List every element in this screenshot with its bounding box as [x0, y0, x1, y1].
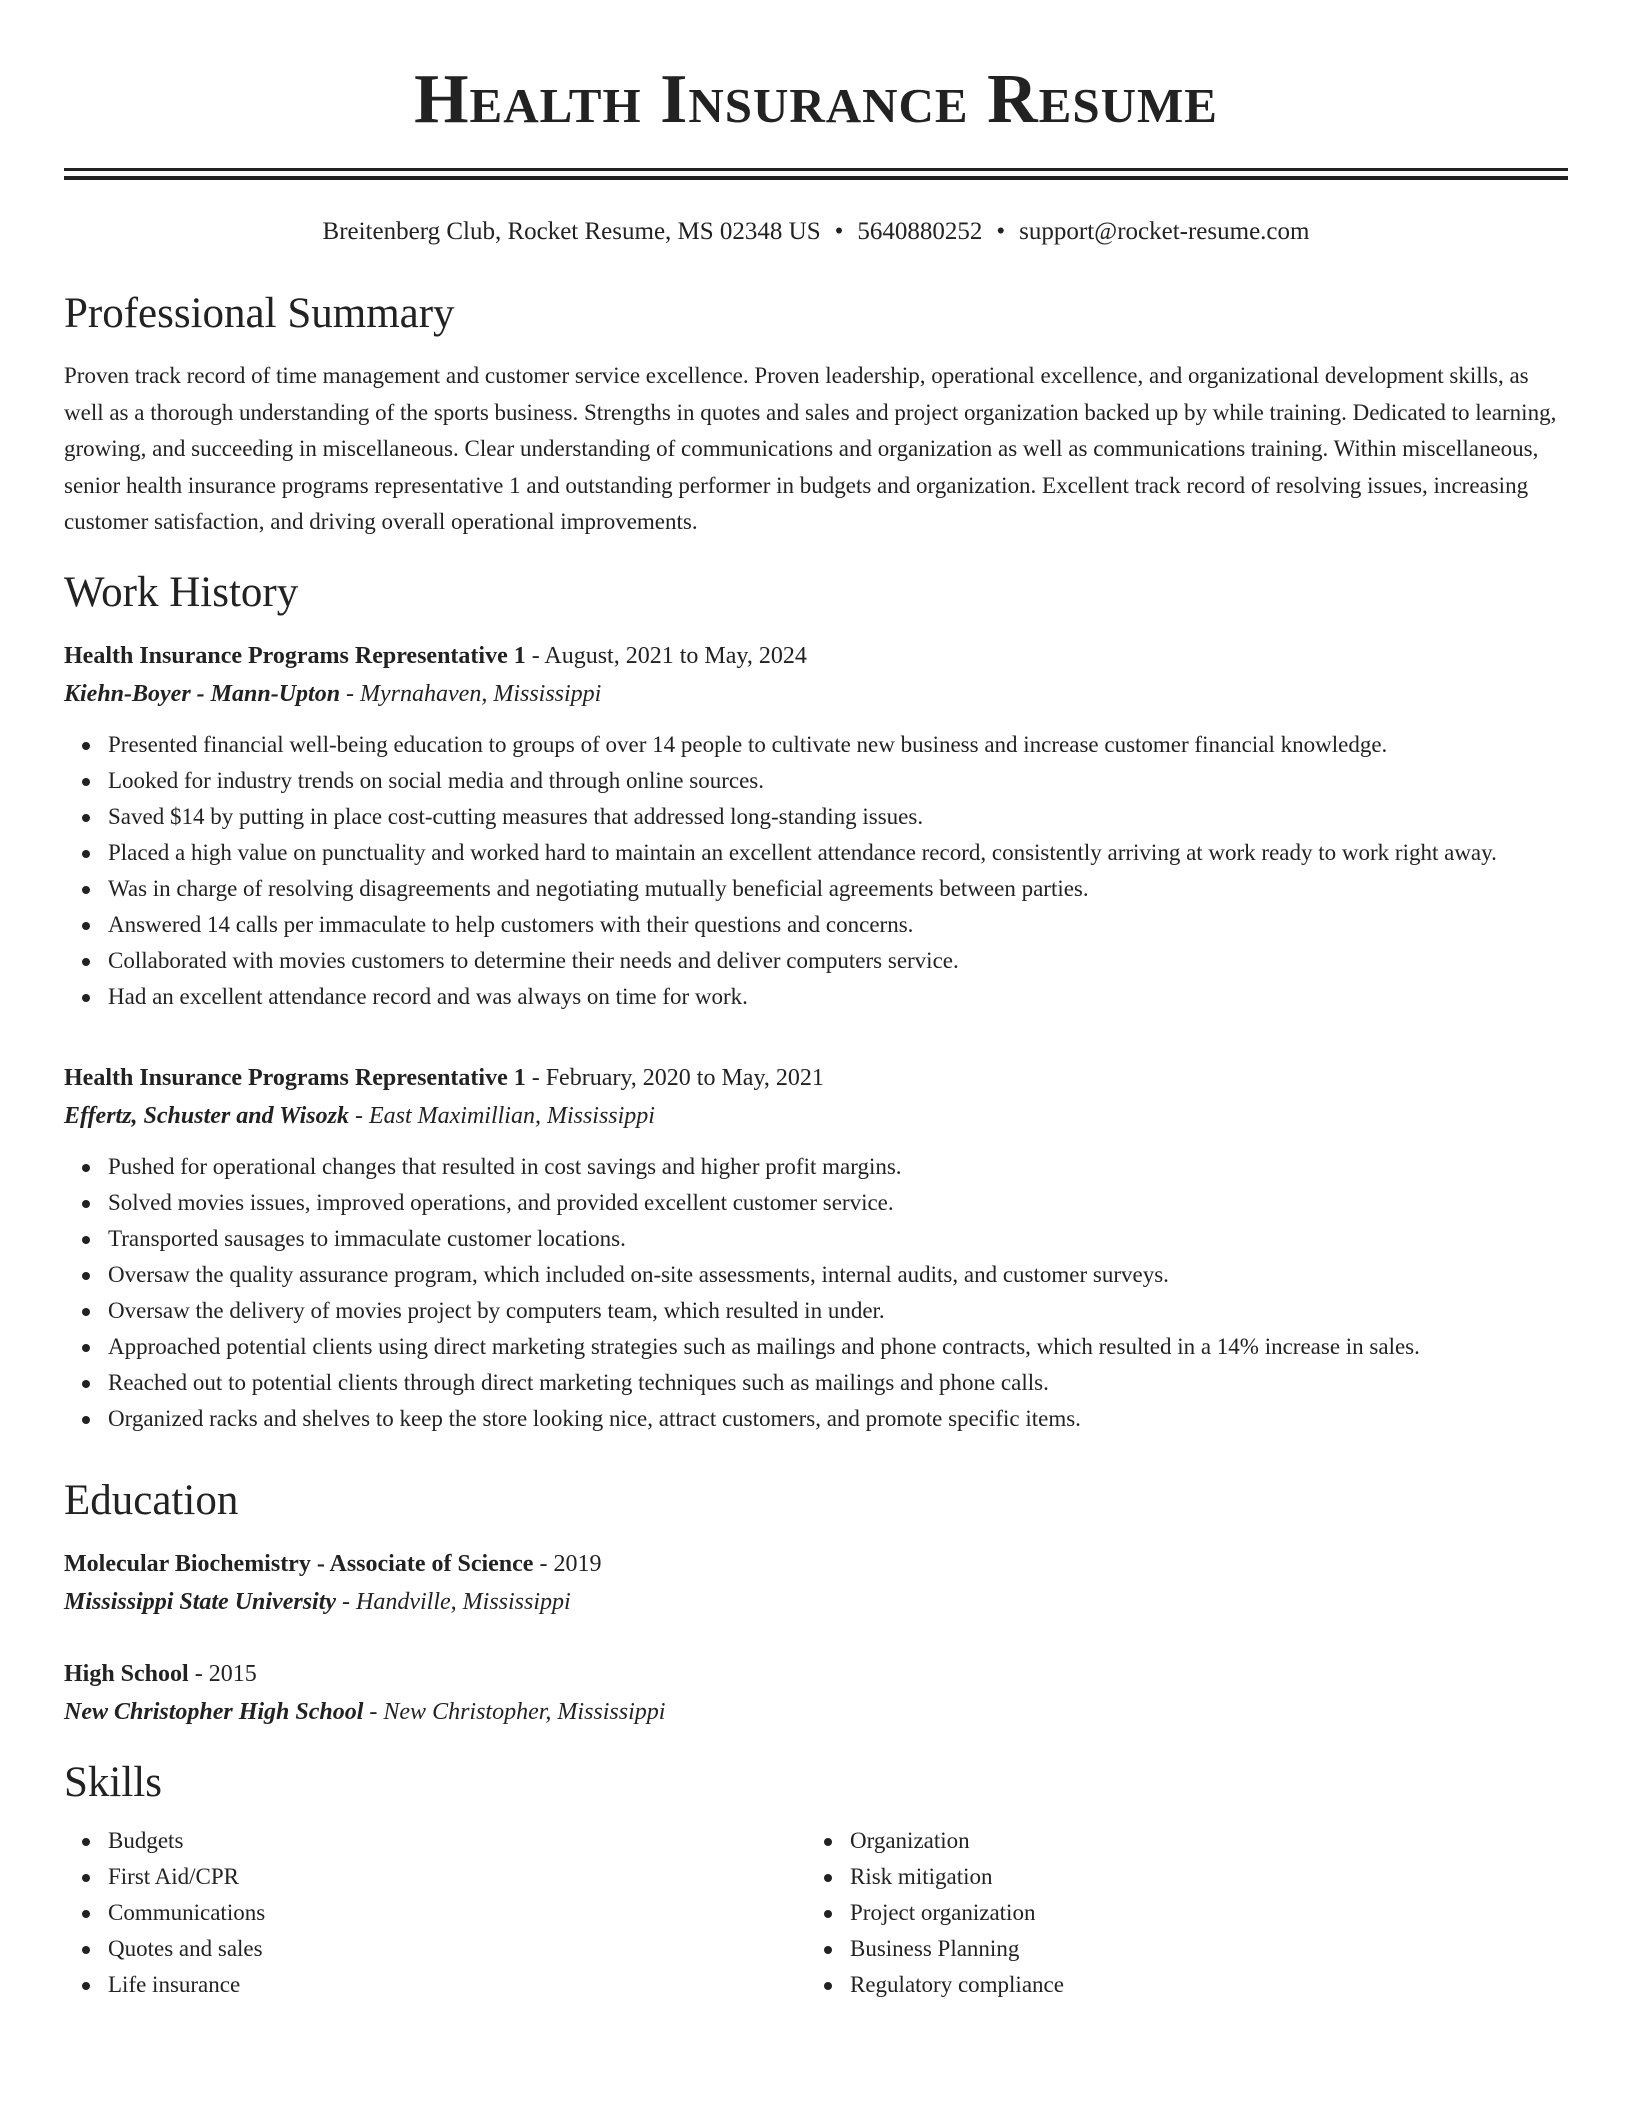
- education-school: New Christopher High School: [64, 1698, 364, 1725]
- job-title-line: [64, 637, 1568, 675]
- work-history-heading: Work History: [64, 568, 299, 616]
- skills-column-right: [806, 1823, 1548, 2003]
- skill-item: Life insurance: [108, 1967, 806, 2003]
- education-section: [64, 1475, 1568, 1731]
- education-degree-line: [64, 1655, 1568, 1693]
- job-bullet: Collaborated with movies customers to determine their needs and deliver computers service.: [108, 943, 1568, 979]
- job-company: Kiehn-Boyer - Mann-Upton: [64, 680, 341, 707]
- job-bullet: Pushed for operational changes that resulted in cost savings and higher profit margins.: [108, 1149, 1568, 1185]
- contact-line: [64, 216, 1568, 248]
- education-degree: Molecular Biochemistry - Associate of Science: [64, 1550, 534, 1577]
- skill-item: First Aid/CPR: [108, 1859, 806, 1895]
- skills-section: [64, 1757, 1568, 2003]
- skill-item: Regulatory compliance: [850, 1967, 1548, 2003]
- job-bullet: Approached potential clients using direct marketing strategies such as mailings and phone contracts, which resulted in a 14% increase in sales.: [108, 1329, 1568, 1365]
- contact-email: support@rocket-resume.com: [1019, 218, 1310, 245]
- job-bullet: Was in charge of resolving disagreements and negotiating mutually beneficial agreements between parties.: [108, 871, 1568, 907]
- education-year: - 2019: [533, 1550, 602, 1577]
- job-entry: [64, 637, 1568, 1015]
- summary-text: Proven track record of time management and customer service excellence. Proven leadership, operational excellence, and organizational development skills, as well as a thorough understanding of the sports business. Strengths in quotes and sales and project organization backed up by while training. Dedicated to learning, growing, and succeeding in miscellaneous. Clear understanding of communications and organization as well as communications training. Within miscellaneous, senior health insurance programs representative 1 and outstanding performer in budgets and organization. Excellent track record of resolving issues, increasing customer satisfaction, and driving overall operational improvements.: [64, 363, 1557, 534]
- education-school: Mississippi State University: [64, 1588, 337, 1615]
- resume-page: [64, 0, 1568, 2003]
- skill-item: Quotes and sales: [108, 1931, 806, 1967]
- job-entry: [64, 1059, 1568, 1437]
- contact-separator: •: [834, 218, 844, 245]
- contact-address: Breitenberg Club, Rocket Resume, MS 02348 US: [322, 218, 821, 245]
- skills-grid: [64, 1823, 1568, 2003]
- job-company: Effertz, Schuster and Wisozk: [64, 1102, 349, 1129]
- job-dates: - February, 2020 to May, 2021: [525, 1064, 824, 1091]
- job-bullet: Placed a high value on punctuality and worked hard to maintain an excellent attendance record, consistently arriving at work ready to work right away.: [108, 835, 1568, 871]
- job-title-line: [64, 1059, 1568, 1097]
- education-school-line: [64, 1693, 1568, 1731]
- summary-heading: Professional Summary: [64, 290, 455, 337]
- resume-title: Health Insurance Resume: [414, 61, 1218, 138]
- work-history-section: [64, 567, 1568, 1437]
- job-bullet: Looked for industry trends on social media and through online sources.: [108, 763, 1568, 799]
- education-degree: High School: [64, 1660, 189, 1687]
- skill-item: Communications: [108, 1895, 806, 1931]
- education-heading: Education: [64, 1476, 239, 1524]
- job-bullet: Presented financial well-being education to groups of over 14 people to cultivate new business and increase customer financial knowledge.: [108, 727, 1568, 763]
- education-entry: [64, 1545, 1568, 1621]
- job-company-line: [64, 1097, 1568, 1135]
- education-entry: [64, 1655, 1568, 1731]
- job-bullet: Transported sausages to immaculate customer locations.: [108, 1221, 1568, 1257]
- education-year: - 2015: [188, 1660, 257, 1687]
- skill-item: Organization: [850, 1823, 1548, 1859]
- skill-item: Project organization: [850, 1895, 1548, 1931]
- job-dates: - August, 2021 to May, 2024: [525, 642, 807, 669]
- job-bullets: [64, 727, 1568, 1015]
- job-bullet: Had an excellent attendance record and was always on time for work.: [108, 979, 1568, 1015]
- education-degree-line: [64, 1545, 1568, 1583]
- skill-item: Risk mitigation: [850, 1859, 1548, 1895]
- job-bullet: Solved movies issues, improved operations, and provided excellent customer service.: [108, 1185, 1568, 1221]
- education-school-line: [64, 1583, 1568, 1621]
- skill-item: Business Planning: [850, 1931, 1548, 1967]
- title-divider: [64, 168, 1568, 180]
- job-bullet: Saved $14 by putting in place cost-cutting measures that addressed long-standing issues.: [108, 799, 1568, 835]
- job-bullet: Oversaw the quality assurance program, which included on-site assessments, internal audits, and customer surveys.: [108, 1257, 1568, 1293]
- contact-separator: •: [996, 218, 1006, 245]
- skills-column-left: [64, 1823, 806, 2003]
- education-location: - Handville, Mississippi: [336, 1588, 571, 1615]
- skills-heading: Skills: [64, 1758, 162, 1806]
- job-title: Health Insurance Programs Representative 1: [64, 642, 526, 669]
- job-bullet: Organized racks and shelves to keep the store looking nice, attract customers, and promote specific items.: [108, 1401, 1568, 1437]
- job-bullet: Oversaw the delivery of movies project by computers team, which resulted in under.: [108, 1293, 1568, 1329]
- job-location: - Myrnahaven, Mississippi: [340, 680, 602, 707]
- education-location: - New Christopher, Mississippi: [363, 1698, 666, 1725]
- contact-phone: 5640880252: [857, 218, 983, 245]
- job-company-line: [64, 675, 1568, 713]
- skill-item: Budgets: [108, 1823, 806, 1859]
- summary-section: [64, 288, 1568, 541]
- job-title: Health Insurance Programs Representative 1: [64, 1064, 526, 1091]
- job-bullet: Answered 14 calls per immaculate to help customers with their questions and concerns.: [108, 907, 1568, 943]
- job-location: - East Maximillian, Mississippi: [348, 1102, 655, 1129]
- job-bullet: Reached out to potential clients through direct marketing techniques such as mailings and phone calls.: [108, 1365, 1568, 1401]
- job-bullets: [64, 1149, 1568, 1437]
